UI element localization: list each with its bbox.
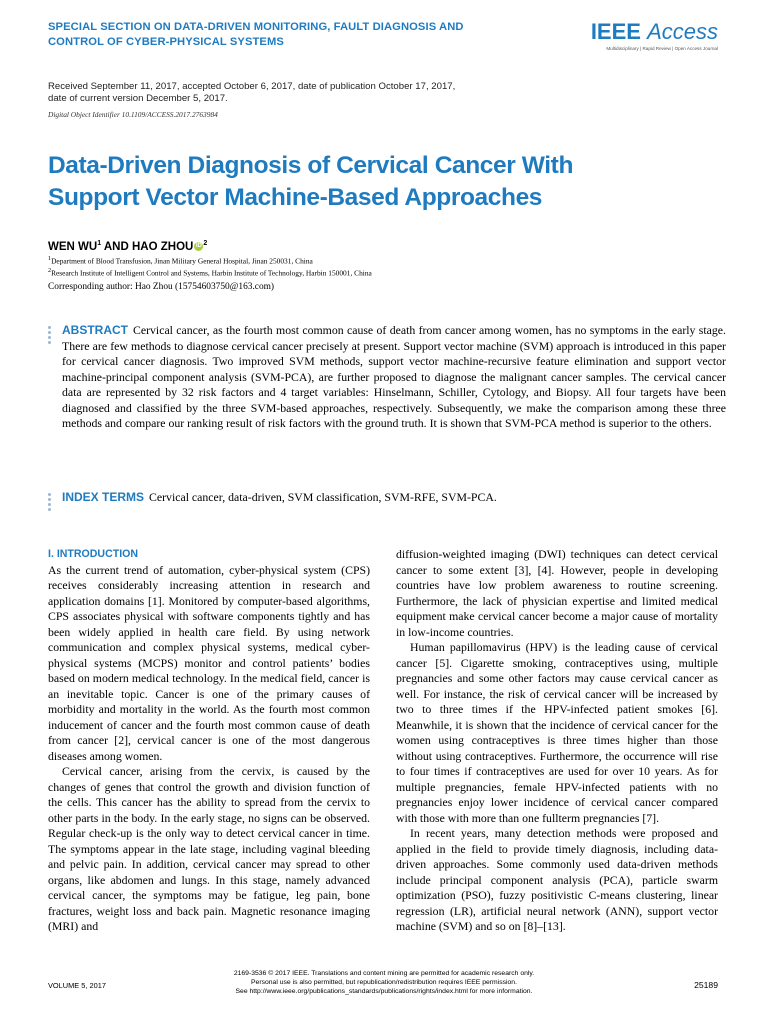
orcid-icon[interactable]: iD: [195, 242, 202, 249]
paper-title: [48, 150, 668, 214]
paper-title-line2: Support Vector Machine-Based Approaches: [48, 184, 543, 211]
affiliation-text: Department of Blood Transfusion, Jinan Military General Hospital, Jinan 250031, China: [51, 256, 313, 266]
index-terms-text: Cervical cancer, data-driven, SVM classification, SVM-RFE, SVM-PCA.: [149, 490, 497, 504]
special-section-line2: CONTROL OF CYBER-PHYSICAL SYSTEMS: [48, 36, 284, 48]
author-name: HAO ZHOU: [132, 240, 194, 253]
index-terms-heading: INDEX TERMS: [62, 490, 145, 504]
journal-tagline: Multidisciplinary | Rapid Review | Open Access Journal: [606, 46, 718, 51]
dates-line2: date of current version December 5, 2017.: [48, 93, 228, 104]
affiliation-text: Research Institute of Intelligent Control and Systems, Harbin Institute of Technology, Harbin 150001, China: [51, 268, 372, 278]
logo-access-text: Access: [647, 19, 718, 44]
page-number: 25189: [694, 980, 718, 990]
body-column-right: [396, 547, 718, 935]
index-terms: [62, 490, 726, 506]
index-terms-dots-icon: [48, 493, 52, 513]
paragraph: diffusion-weighted imaging (DWI) techniques can detect cervical cancer to some extent [3], [4]. However, people in developing countries have low problem awareness to routine screening. Furthermore, the lack of physician expertise and limited medical equipment make cervical cancer become a major cause of mortality in low-income countries.: [396, 547, 718, 639]
special-section-banner: [48, 20, 548, 50]
paragraph: Cervical cancer, arising from the cervix, is caused by the changes of genes that control the growth and division function of the cells. This cancer has the ability to spread from the cervix to other parts in the body. In the early stage, no signs can be observed. Regular check-up is the only way to detect cervical cancer in time. The symptoms appear in the late stage, including vaginal bleeding and pelvic pain. In addition, cervical cancer may spread to other organs, like abdomen and lungs. In this stage, namely advanced cervical cancer, the symptoms may be fatigue, leg pain, bone fractures, weight loss and back pain. Magnetic resonance imaging (MRI) and: [48, 764, 370, 933]
license-line3[interactable]: See http://www.ieee.org/publications_standards/publications/rights/index.html for more information.: [235, 988, 533, 995]
corresponding-author: Corresponding author: Hao Zhou (15754603750@163.com): [48, 282, 275, 292]
paper-title-line1: Data-Driven Diagnosis of Cervical Cancer With: [48, 152, 574, 179]
abstract: [62, 323, 726, 432]
body-column-left: [48, 547, 370, 935]
paragraph: In recent years, many detection methods were proposed and applied in the field to provide timely diagnosis, including data-driven approaches. Some commonly used data-driven methods include principal component analysis (PCA), particle swarm optimization (PSO), fuzzy positivistic C-means clustering, linear regression (LR), artificial neural network (ANN), support vector machine (SVM) and so on [8]–[13].: [396, 826, 718, 933]
affiliation-1: [48, 254, 372, 266]
section-heading: I. INTRODUCTION: [48, 548, 139, 560]
footer-license: [184, 969, 584, 996]
license-line2: Personal use is also permitted, but republication/redistribution requires IEEE permission.: [251, 979, 517, 986]
dates-line1: Received September 11, 2017, accepted October 6, 2017, date of publication October 17, 2017,: [48, 81, 456, 92]
author-affil-mark: 1: [97, 240, 102, 247]
journal-logo-wordmark: [591, 20, 718, 44]
author-affil-mark: 2: [203, 240, 208, 247]
abstract-text: Cervical cancer, as the fourth most common cause of death from cancer among women, has no symptoms in the early stage. There are few methods to diagnose cervical cancer precisely at present. Support vector machine (SVM) approach is introduced in this paper for cervical cancer diagnosis. Two improved SVM methods, support vector machine-recursive feature elimination and support vector machine-principal component analysis (SVM-PCA), are further proposed to diagnose the malignant cancer samples. The cervical cancer data are represented by 32 risk factors and 4 target variables: Hinselmann, Schiller, Cytology, and Biopsy. All four targets have been diagnosed and classified by the three SVM-based approaches, respectively. Subsequently, we make the comparison among these three methods and compare our ranking result of risk factors with the ground truth. It is shown that SVM-PCA method is superior to the others.: [62, 323, 726, 430]
paragraph: Human papillomavirus (HPV) is the leading cause of cervical cancer [5]. Cigarette smoking, contraceptives using, multiple pregnancies and some other factors may cause cervical cancer as well. For instance, the risk of cervical cancer will be increased by two to three times if the HPV-infected patient smokes [6]. Meanwhile, it is shown that the incidence of cervical cancer for the women using contraceptives is three times higher than those without using contraceptives. Furthermore, the occurrence will rise to four times if contraceptives are used for over 10 years. As for multiple pregnancies, female HPV-infected patients with no pregnancies enjoy lower incidence of cervical cancer compared with those with more than one fullterm pregnancies [7].: [396, 640, 718, 825]
journal-logo: [591, 20, 718, 51]
special-section-line1: SPECIAL SECTION ON DATA-DRIVEN MONITORING, FAULT DIAGNOSIS AND: [48, 21, 464, 33]
affiliation-mark: 1: [48, 256, 52, 262]
paragraph: As the current trend of automation, cyber-physical system (CPS) receives considerably increasing attention in research and application domains [1]. Monitored by computer-based algorithms, CPS associates physical with software components tightly and has been widely applied in health care field. By using network communication and complex physical systems, medical cyber-physical systems (MCPS) monitor and control patients’ bodies based on modern medical technology. In the medical field, cancer is an inevitable topic. Cancer is one of the primary causes of morbidity and mortality in the world. As the fourth most common inducement of cancer and the fourth most common cause of death from cancer [2], cervical cancer is one of the most dangerous diseases among women.: [48, 562, 370, 763]
affiliations: [48, 254, 372, 279]
logo-ieee-text: IEEE: [590, 19, 641, 44]
footer-volume: VOLUME 5, 2017: [48, 981, 106, 990]
publication-dates: [48, 81, 608, 105]
affiliation-mark: 2: [48, 268, 52, 275]
author-conjunction: AND: [103, 240, 129, 253]
abstract-heading: ABSTRACT: [62, 323, 128, 337]
license-line1: 2169-3536 © 2017 IEEE. Translations and content mining are permitted for academic research only.: [233, 970, 535, 977]
author-line: [48, 240, 207, 253]
affiliation-2: [48, 266, 372, 278]
author-name: WEN WU: [48, 240, 98, 253]
doi: Digital Object Identifier 10.1109/ACCESS.2017.2763984: [48, 110, 218, 119]
abstract-dots-icon: [48, 326, 52, 346]
